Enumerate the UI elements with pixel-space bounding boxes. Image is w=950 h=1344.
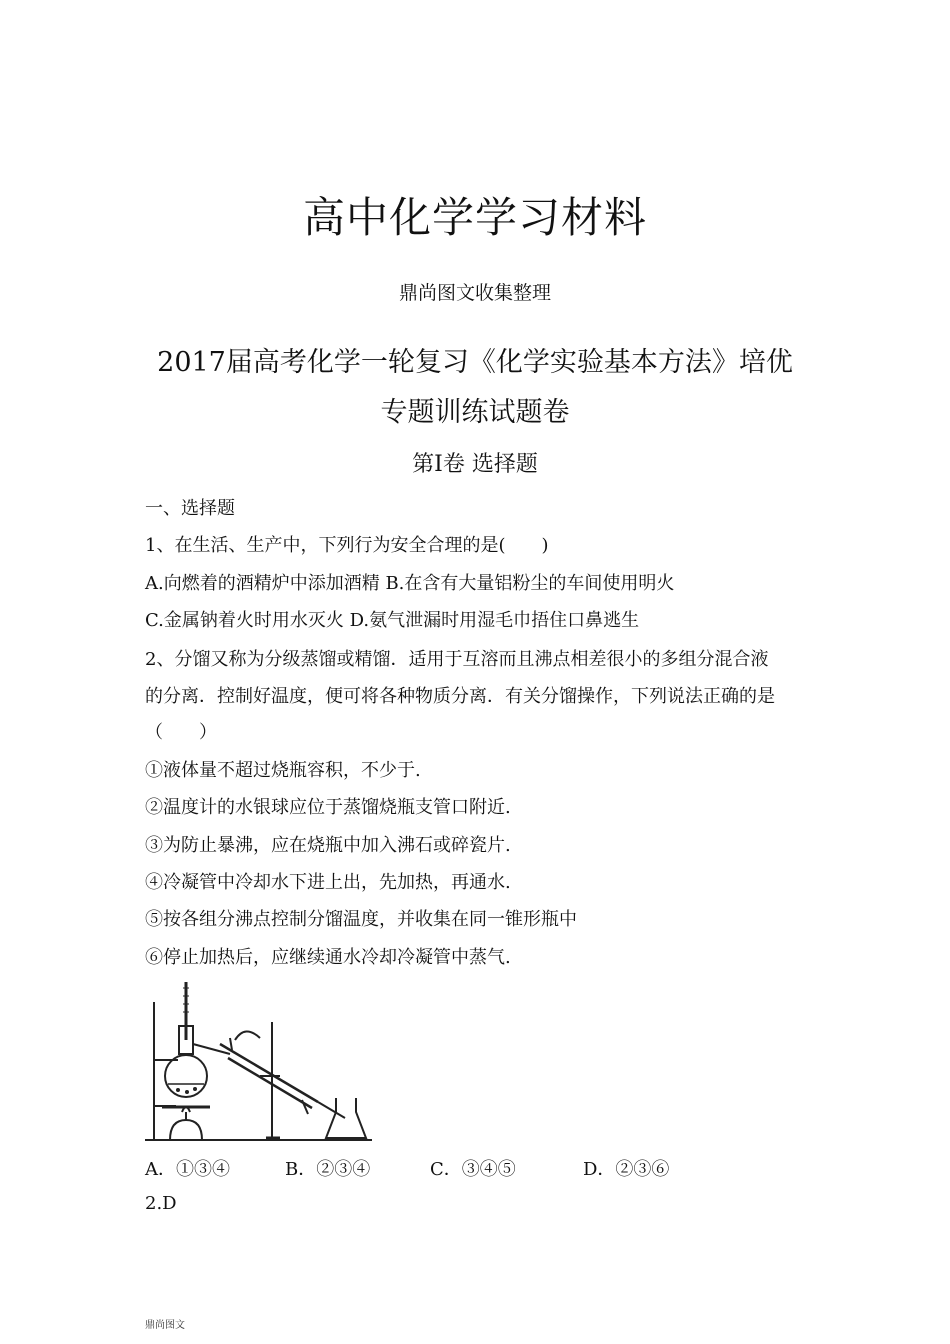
question-2-stem-line-2: 的分离．控制好温度，便可将各种物质分离．有关分馏操作，下列说法正确的是 (145, 686, 775, 707)
main-title: 高中化学学习材料 (302, 193, 647, 242)
exam-title-line-1: 2017届高考化学一轮复习《化学实验基本方法》培优 (157, 347, 793, 378)
section-heading: 第Ⅰ卷 选择题 (412, 452, 538, 477)
question-2-item: ⑤按各组分沸点控制分馏温度，并收集在同一锥形瓶中 (145, 909, 577, 930)
option-b: B．②③④ (285, 1159, 371, 1180)
option-d: D．②③⑥ (583, 1159, 670, 1180)
question-2-item: ②温度计的水银球应位于蒸馏烧瓶支管口附近. (145, 797, 511, 818)
question-2-stem-line-1: 2、分馏又称为分级蒸馏或精馏．适用于互溶而且沸点相差很小的多组分混合液 (145, 649, 769, 670)
question-2-stem-line-3: （ ） (145, 722, 217, 743)
question-1-stem: 1、在生活、生产中，下列行为安全合理的是( ) (145, 535, 549, 556)
subtitle: 鼎尚图文收集整理 (398, 282, 551, 304)
footer-text: 鼎尚图文 (145, 1320, 185, 1331)
question-2-item: ③为防止暴沸，应在烧瓶中加入沸石或碎瓷片. (145, 835, 511, 856)
question-2-item: ⑥停止加热后，应继续通水冷却冷凝管中蒸气. (145, 947, 511, 968)
question-1-options-cd: C.金属钠着火时用水灭火 D.氨气泄漏时用湿毛巾捂住口鼻逃生 (145, 610, 640, 631)
question-1-options-ab: A.向燃着的酒精炉中添加酒精 B.在含有大量铝粉尘的车间使用明火 (145, 573, 675, 594)
section-label: 一、选择题 (145, 498, 235, 519)
distillation-apparatus-diagram (140, 980, 380, 1145)
option-a: A．①③④ (145, 1159, 230, 1180)
answer-text: 2.D (145, 1193, 177, 1214)
exam-title-line-2: 专题训练试题卷 (380, 397, 570, 428)
question-2-item: ①液体量不超过烧瓶容积，不少于. (145, 760, 421, 781)
option-c: C．③④⑤ (430, 1159, 516, 1180)
question-2-item: ④冷凝管中冷却水下进上出，先加热，再通水. (145, 872, 511, 893)
